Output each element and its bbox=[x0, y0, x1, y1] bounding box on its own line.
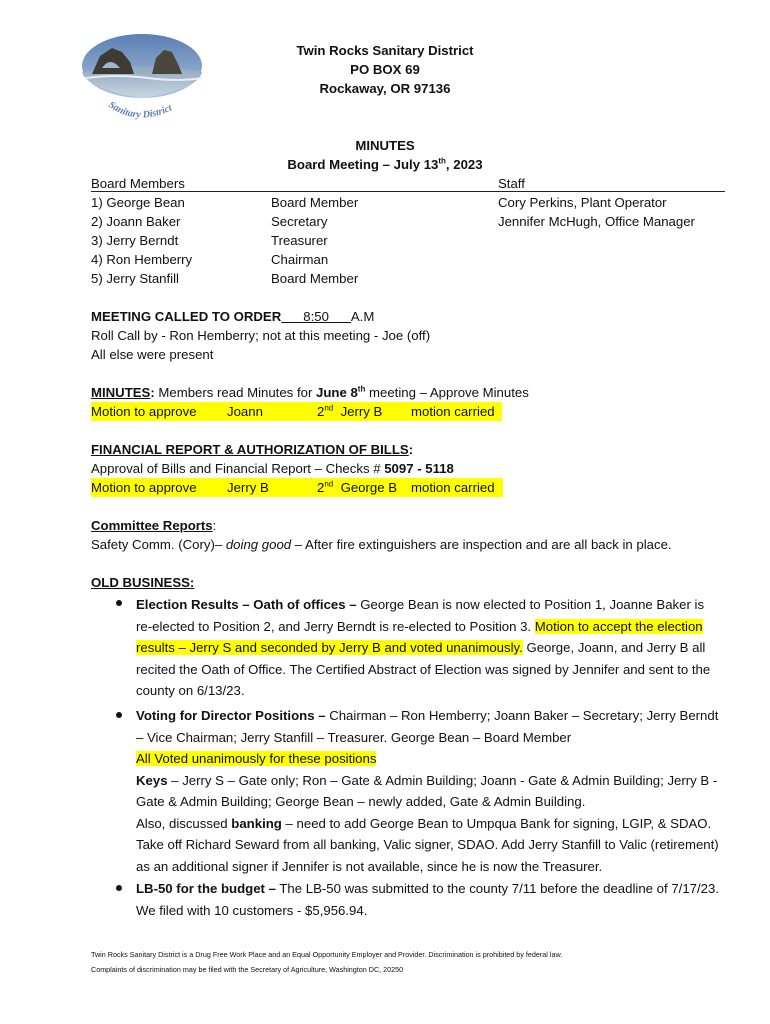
call-to-order: MEETING CALLED TO ORDER 8:50 A.M bbox=[91, 309, 375, 324]
org-name: Twin Rocks Sanitary District bbox=[296, 43, 474, 58]
member-row: 1) George Bean bbox=[91, 195, 185, 210]
member-role: Board Member bbox=[271, 195, 359, 210]
heading-rule bbox=[91, 191, 725, 192]
member-row: 5) Jerry Stanfill bbox=[91, 271, 179, 286]
lb50-item: LB-50 for the budget – The LB-50 was submitted to the county 7/11 before the deadline of 7/17/23. We filed with 10 customers - $5,956.94. bbox=[136, 881, 719, 918]
logo-text: Sanitary District bbox=[106, 99, 174, 121]
staff-item: Jennifer McHugh, Office Manager bbox=[498, 214, 695, 229]
staff-heading: Staff bbox=[498, 176, 525, 191]
committee-text: Safety Comm. (Cory)– doing good – After fire extinguishers are inspection and are all back in place. bbox=[91, 537, 672, 552]
minutes-motion: Motion to approve Joann 2nd Jerry B motion carried bbox=[91, 402, 502, 421]
svg-text:Sanitary District bbox=[106, 99, 174, 120]
financial-text: Approval of Bills and Financial Report – Checks # 5097 - 5118 bbox=[91, 461, 454, 476]
member-row: 3) Jerry Berndt bbox=[91, 233, 179, 248]
committee-heading: Committee Reports: bbox=[91, 518, 217, 533]
member-role: Chairman bbox=[271, 252, 329, 267]
member-role: Secretary bbox=[271, 214, 328, 229]
member-role: Treasurer bbox=[271, 233, 328, 248]
po-box: PO BOX 69 bbox=[350, 62, 420, 77]
minutes-section-line: MINUTES: Members read Minutes for June 8th meeting – Approve Minutes bbox=[91, 384, 529, 400]
old-business-heading: OLD BUSINESS: bbox=[91, 575, 195, 590]
bullet-icon bbox=[116, 885, 122, 891]
present-note: All else were present bbox=[91, 347, 214, 362]
bullet-icon bbox=[116, 600, 122, 606]
election-results-item: Election Results – Oath of offices – George Bean is now elected to Position 1, Joanne Baker is re-elected to Position 2, and Jerry Berndt is re-elected to Position 3. Motion to accept the election results – Jerry S and seconded by Jerry B and voted unanimously. George, Joann, and Jerry B all recited the Oath of Office. The Certified Abstract of Election was signed by Jennifer and sent to the county on 6/13/23. bbox=[136, 597, 711, 698]
financial-heading: FINANCIAL REPORT & AUTHORIZATION OF BILLS: bbox=[91, 442, 414, 457]
meeting-date: Board Meeting – July 13th, 2023 bbox=[287, 156, 483, 172]
footer-line-1: Twin Rocks Sanitary District is a Drug Free Work Place and an Equal Opportunity Employer and Provider. Discrimination is prohibited by federal law. bbox=[91, 950, 563, 959]
member-row: 4) Ron Hemberry bbox=[91, 252, 193, 267]
bullet-icon bbox=[116, 712, 122, 718]
roll-call: Roll Call by - Ron Hemberry; not at this meeting - Joe (off) bbox=[91, 328, 431, 343]
minutes-title: MINUTES bbox=[355, 138, 415, 153]
board-members-heading: Board Members bbox=[91, 176, 185, 191]
financial-motion: Motion to approve Jerry B 2nd George B motion carried bbox=[91, 478, 503, 497]
member-row: 2) Joann Baker bbox=[91, 214, 181, 229]
member-role: Board Member bbox=[271, 271, 359, 286]
city-address: Rockaway, OR 97136 bbox=[319, 81, 451, 96]
staff-item: Cory Perkins, Plant Operator bbox=[498, 195, 667, 210]
footer-line-2: Complaints of discrimination may be filed with the Secretary of Agriculture, Washington DC, 20250 bbox=[91, 965, 404, 974]
voting-positions-item: Voting for Director Positions – Chairman – Ron Hemberry; Joann Baker – Secretary; Jerry Berndt – Vice Chairman; Jerry Stanfill – Treasurer. George Bean – Board Member All Voted unanimously for these positions Keys – Jerry S – Gate only; Ron – Gate & Admin Building; Joann - Gate & Admin Building; Jerry B - Gate & Admin Building; George Bean – newly added, Gate & Admin Building. Also, discussed banking – need to add George Bean to Umpqua Bank for signing, LGIP, & SDAO. Take off Richard Seward from all banking, Valic signer, SDAO. Add Jerry Stanfill to Valic (retirement) as an additional signer if Jennifer is not available, since he is now the Treasurer. bbox=[136, 708, 719, 874]
